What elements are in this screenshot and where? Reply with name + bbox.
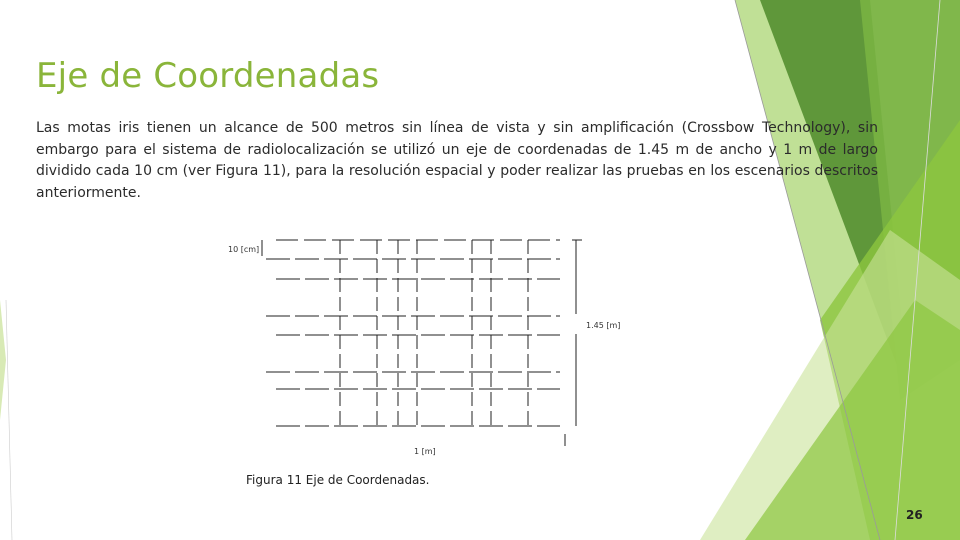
label-length-bottom: 1 [m] [414, 447, 436, 456]
label-width-right: 1.45 [m] [586, 321, 621, 330]
body-paragraph: Las motas iris tienen un alcance de 500 metros sin línea de vista y sin amplificación (Crossbow Technology), sin embargo para el sistema de radiolocalización se utilizó un eje de coordenadas de 1.45 m de ancho y 1 m de largo dividido cada 10 cm (ver Figura 11), para la resolución espacial y poder realizar las pruebas en los escenarios descritos anteriormente. [36, 120, 878, 201]
coordinate-grid-figure [224, 234, 624, 460]
label-height: 10 [cm] [228, 245, 260, 254]
figure-caption: Figura 11 Eje de Coordenadas. [246, 473, 430, 487]
slide-title: Eje de Coordenadas [36, 56, 380, 96]
grid-lines [262, 240, 582, 446]
page-number: 26 [906, 508, 923, 522]
